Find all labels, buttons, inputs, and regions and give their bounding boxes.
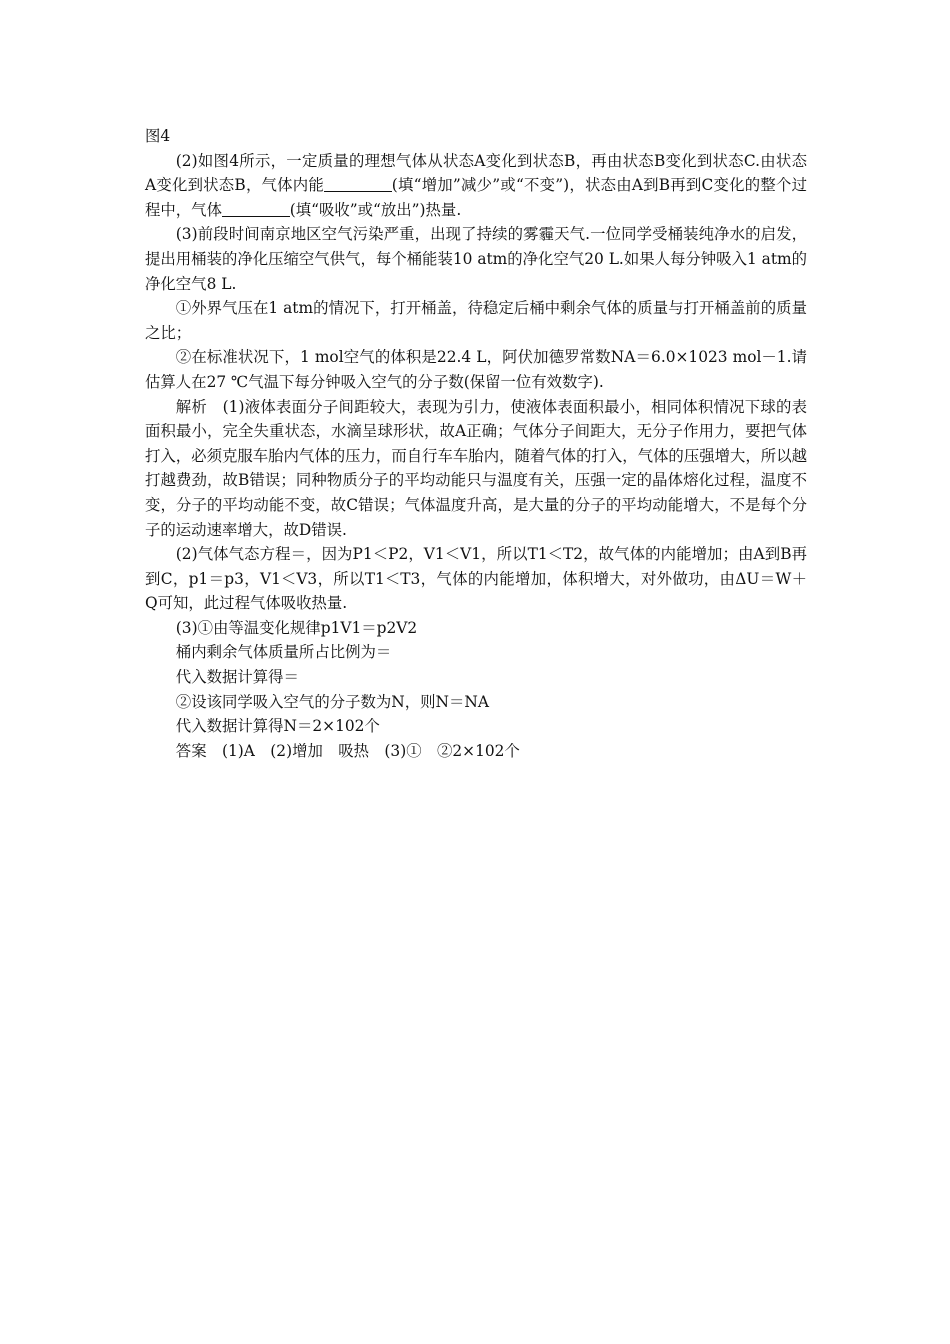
analysis-ratio: 桶内剩余气体质量所占比例为＝ [175, 643, 392, 662]
analysis-part-3: (3)①由等温变化规律p1V1＝p2V2 [175, 618, 418, 637]
question-2-text-a: (2)如图4所示，一定质量的理想气体从状态A变化到状态B，再由状态B变化到状态C.由状态A变化到状态B，气体内能 [145, 151, 807, 195]
document-page [145, 124, 807, 763]
answer-line: 答案 (1)A (2)增加 吸热 (3)① ②2×102个 [175, 741, 520, 760]
fill-blank-2 [222, 200, 290, 216]
fill-blank-1 [324, 176, 392, 192]
question-2-text-c: (填“吸收”或“放出”)热量. [289, 200, 462, 219]
analysis-compute-1: 代入数据计算得＝ [175, 668, 299, 687]
question-3-intro: (3)前段时间南京地区空气污染严重，出现了持续的雾霾天气.一位同学受桶装纯净水的启发，提出用桶装的净化压缩空气供气，每个桶能装10 atm的净化空气20 L.如果人每分钟吸入1 atm的净化空气8 L. [145, 225, 807, 293]
analysis-part-1: 解析 (1)液体表面分子间距较大，表现为引力，使液体表面积最小，相同体积情况下球的表面积最小，完全失重状态，水滴呈球形状，故A正确；气体分子间距大，无分子作用力，要把气体打入，必须克服车胎内气体的压力，而自行车车胎内，随着气体的打入，气体的压强增大，所以越打越费劲，故B错误；同种物质分子的平均动能只与温度有关，压强一定的晶体熔化过程，温度不变，分子的平均动能不变，故C错误；气体温度升高，是大量的分子的平均动能增大，不是每个分子的运动速率增大，故D错误. [145, 397, 807, 539]
analysis-part-2: (2)气体气态方程＝，因为P1＜P2，V1＜V1，所以T1＜T2，故气体的内能增加；由A到B再到C，p1＝p3，V1＜V3，所以T1＜T3，气体的内能增加，体积增大，对外做功，由ΔU＝W＋Q可知，此过程气体吸收热量. [145, 545, 807, 613]
question-3-sub1: ①外界气压在1 atm的情况下，打开桶盖，待稳定后桶中剩余气体的质量与打开桶盖前的质量之比； [145, 299, 807, 342]
analysis-compute-2: 代入数据计算得N＝2×102个 [175, 717, 380, 736]
question-2 [145, 149, 807, 223]
question-2-text-b: (填“增加”减少”或“不变”)，状态由A到B再到C变化的整个过程中，气体 [145, 176, 807, 219]
figure-label: 图4 [145, 127, 171, 145]
analysis-molecules: ②设该同学吸入空气的分子数为N，则N＝NA [175, 692, 489, 711]
question-3-sub2: ②在标准状况下，1 mol空气的体积是22.4 L，阿伏加德罗常数NA＝6.0×1023 mol－1.请估算人在27 ℃气温下每分钟吸入空气的分子数(保留一位有效数字). [145, 348, 807, 391]
